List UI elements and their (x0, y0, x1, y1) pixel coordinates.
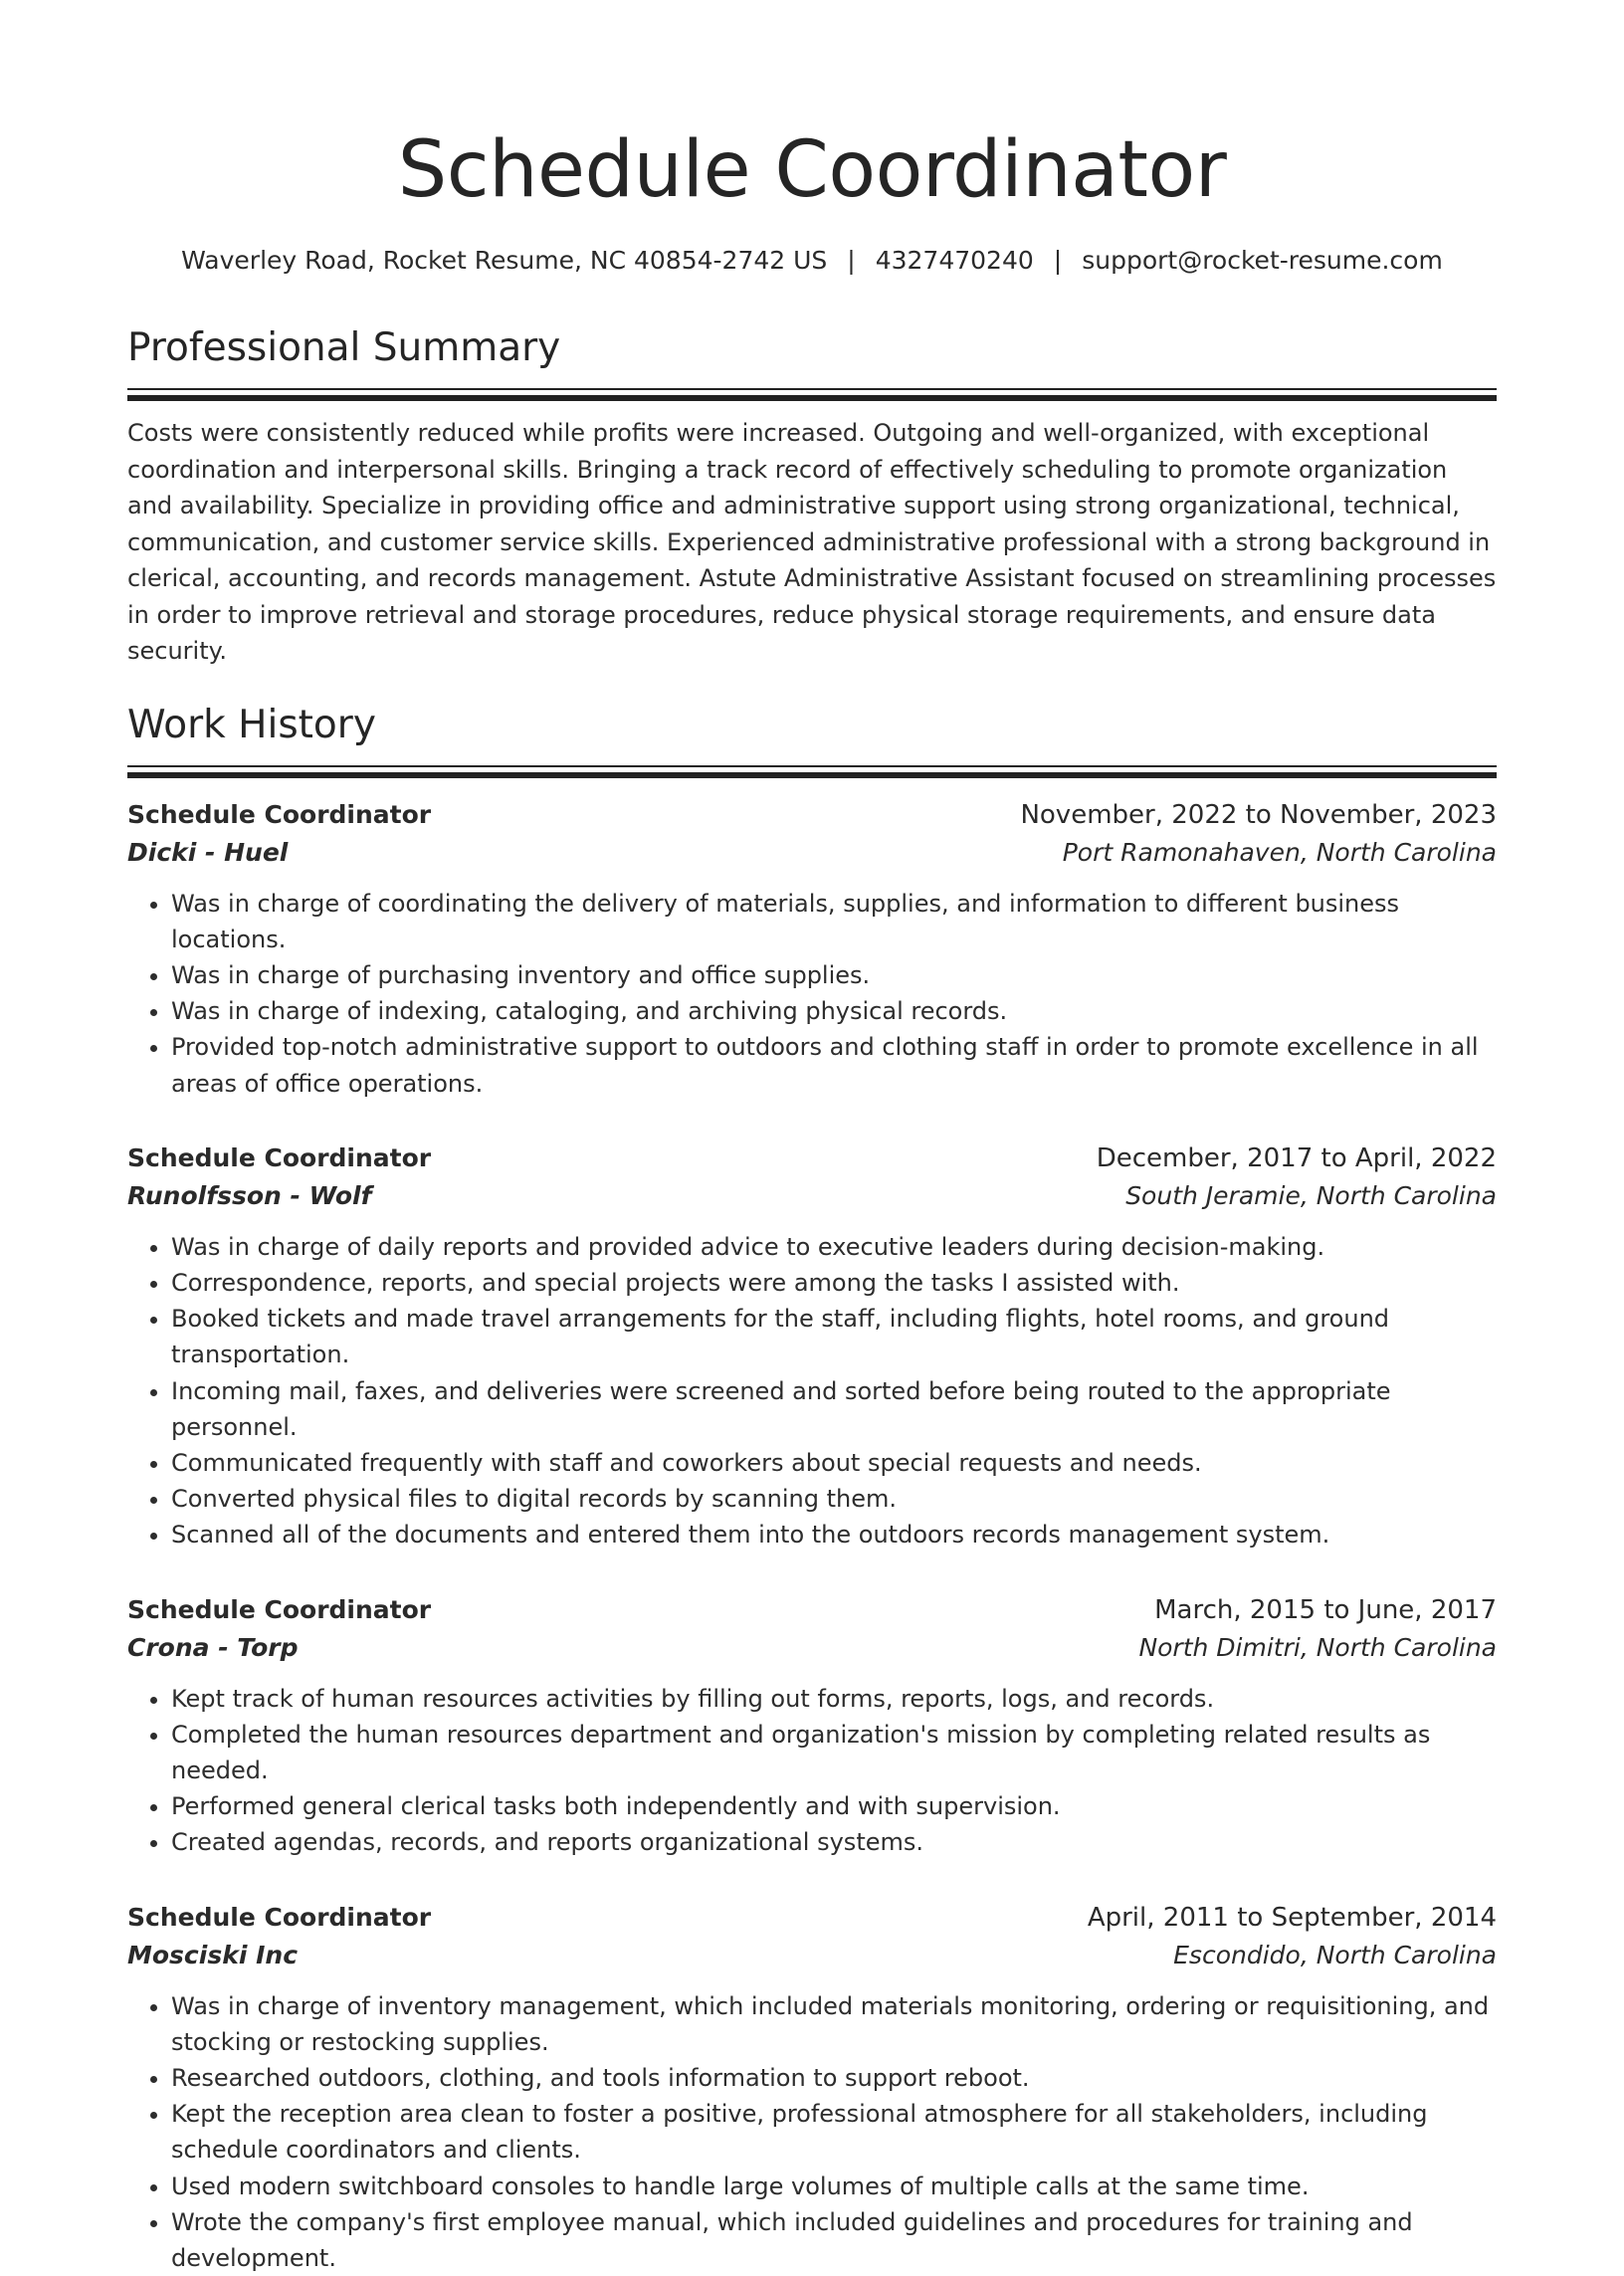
job-bullet: • Scanned all of the documents and entered them into the outdoors records management system. (171, 1517, 1497, 1552)
job-bullet: • Completed the human resources department and organization's mission by completing related results as needed. (171, 1717, 1497, 1788)
job-entry (127, 796, 1497, 1102)
job-bullet: • Was in charge of coordinating the delivery of materials, supplies, and information to different business locations. (171, 886, 1497, 957)
job-dates: November, 2022 to November, 2023 (1020, 796, 1497, 834)
professional-summary-section (127, 322, 1497, 670)
job-bullet: • Booked tickets and made travel arrangements for the staff, including flights, hotel rooms, and ground transportation. (171, 1301, 1497, 1372)
job-company: Mosciski Inc (127, 1937, 298, 1974)
job-bullet: • Provided top-notch administrative support to outdoors and clothing staff in order to promote excellence in all areas of office operations. (171, 1029, 1497, 1101)
job-bullet: • Wrote the company's first employee manual, which included guidelines and procedures for training and development. (171, 2204, 1497, 2276)
contact-email: support@rocket-resume.com (1082, 243, 1443, 279)
job-bullet: • Was in charge of purchasing inventory and office supplies. (171, 957, 1497, 993)
section-title-work-history: Work History (127, 700, 1497, 751)
job-entry (127, 1139, 1497, 1553)
job-entry (127, 1591, 1497, 1861)
job-bullet: • Incoming mail, faxes, and deliveries were screened and sorted before being routed to the appropriate personnel. (171, 1373, 1497, 1445)
section-title-summary: Professional Summary (127, 322, 1497, 374)
job-bullet: • Was in charge of indexing, cataloging, and archiving physical records. (171, 993, 1497, 1029)
job-bullet: • Communicated frequently with staff and coworkers about special requests and needs. (171, 1445, 1497, 1481)
job-entry (127, 1899, 1497, 2276)
section-divider (127, 765, 1497, 776)
contact-line (127, 243, 1497, 279)
job-bullet: • Performed general clerical tasks both independently and with supervision. (171, 1788, 1497, 1824)
job-location: Escondido, North Carolina (1173, 1937, 1497, 1974)
job-bullet: • Correspondence, reports, and special projects were among the tasks I assisted with. (171, 1265, 1497, 1301)
job-bullet-list (127, 1988, 1497, 2276)
job-bullet: • Converted physical files to digital records by scanning them. (171, 1481, 1497, 1517)
contact-separator: | (827, 243, 875, 279)
job-location: North Dimitri, North Carolina (1138, 1629, 1497, 1667)
job-location: Port Ramonahaven, North Carolina (1063, 834, 1497, 872)
job-company: Dicki - Huel (127, 834, 288, 872)
job-title: Schedule Coordinator (127, 1139, 431, 1177)
job-dates: April, 2011 to September, 2014 (1088, 1899, 1497, 1937)
summary-text: Costs were consistently reduced while profits were increased. Outgoing and well-organized, with exceptional coordination and interpersonal skills. Bringing a track record of effectively scheduling to promote organization and availability. Specialize in providing office and administrative support using strong organizational, technical, communication, and customer service skills. Experienced administrative professional with a strong background in clerical, accounting, and records management. Astute Administrative Assistant focused on streamlining processes in order to improve retrieval and storage procedures, reduce physical storage requirements, and ensure data security. (127, 415, 1497, 670)
job-dates: March, 2015 to June, 2017 (1154, 1591, 1497, 1629)
job-bullet: • Was in charge of inventory management, which included materials monitoring, ordering or requisitioning, and stocking or restocking supplies. (171, 1988, 1497, 2060)
job-title: Schedule Coordinator (127, 1591, 431, 1629)
contact-separator: | (1034, 243, 1082, 279)
job-location: South Jeramie, North Carolina (1125, 1177, 1497, 1215)
job-title: Schedule Coordinator (127, 796, 431, 834)
job-bullet: • Used modern switchboard consoles to handle large volumes of multiple calls at the same time. (171, 2169, 1497, 2204)
job-bullet: • Kept track of human resources activities by filling out forms, reports, logs, and records. (171, 1681, 1497, 1717)
work-history-section (127, 700, 1497, 2276)
contact-address: Waverley Road, Rocket Resume, NC 40854-2742 US (181, 243, 827, 279)
job-bullet-list (127, 1681, 1497, 1861)
resume-name: Schedule Coordinator (127, 0, 1497, 217)
job-company: Runolfsson - Wolf (127, 1177, 371, 1215)
job-bullet-list (127, 886, 1497, 1102)
job-title: Schedule Coordinator (127, 1899, 431, 1937)
contact-phone: 4327470240 (876, 243, 1034, 279)
section-divider (127, 388, 1497, 399)
job-bullet: • Was in charge of daily reports and provided advice to executive leaders during decision-making. (171, 1229, 1497, 1265)
job-bullet: • Researched outdoors, clothing, and tools information to support reboot. (171, 2060, 1497, 2096)
job-bullet: • Kept the reception area clean to foster a positive, professional atmosphere for all stakeholders, including schedule coordinators and clients. (171, 2096, 1497, 2168)
job-bullet-list (127, 1229, 1497, 1553)
job-bullet: • Created agendas, records, and reports organizational systems. (171, 1824, 1497, 1860)
job-dates: December, 2017 to April, 2022 (1097, 1139, 1497, 1177)
job-company: Crona - Torp (127, 1629, 299, 1667)
